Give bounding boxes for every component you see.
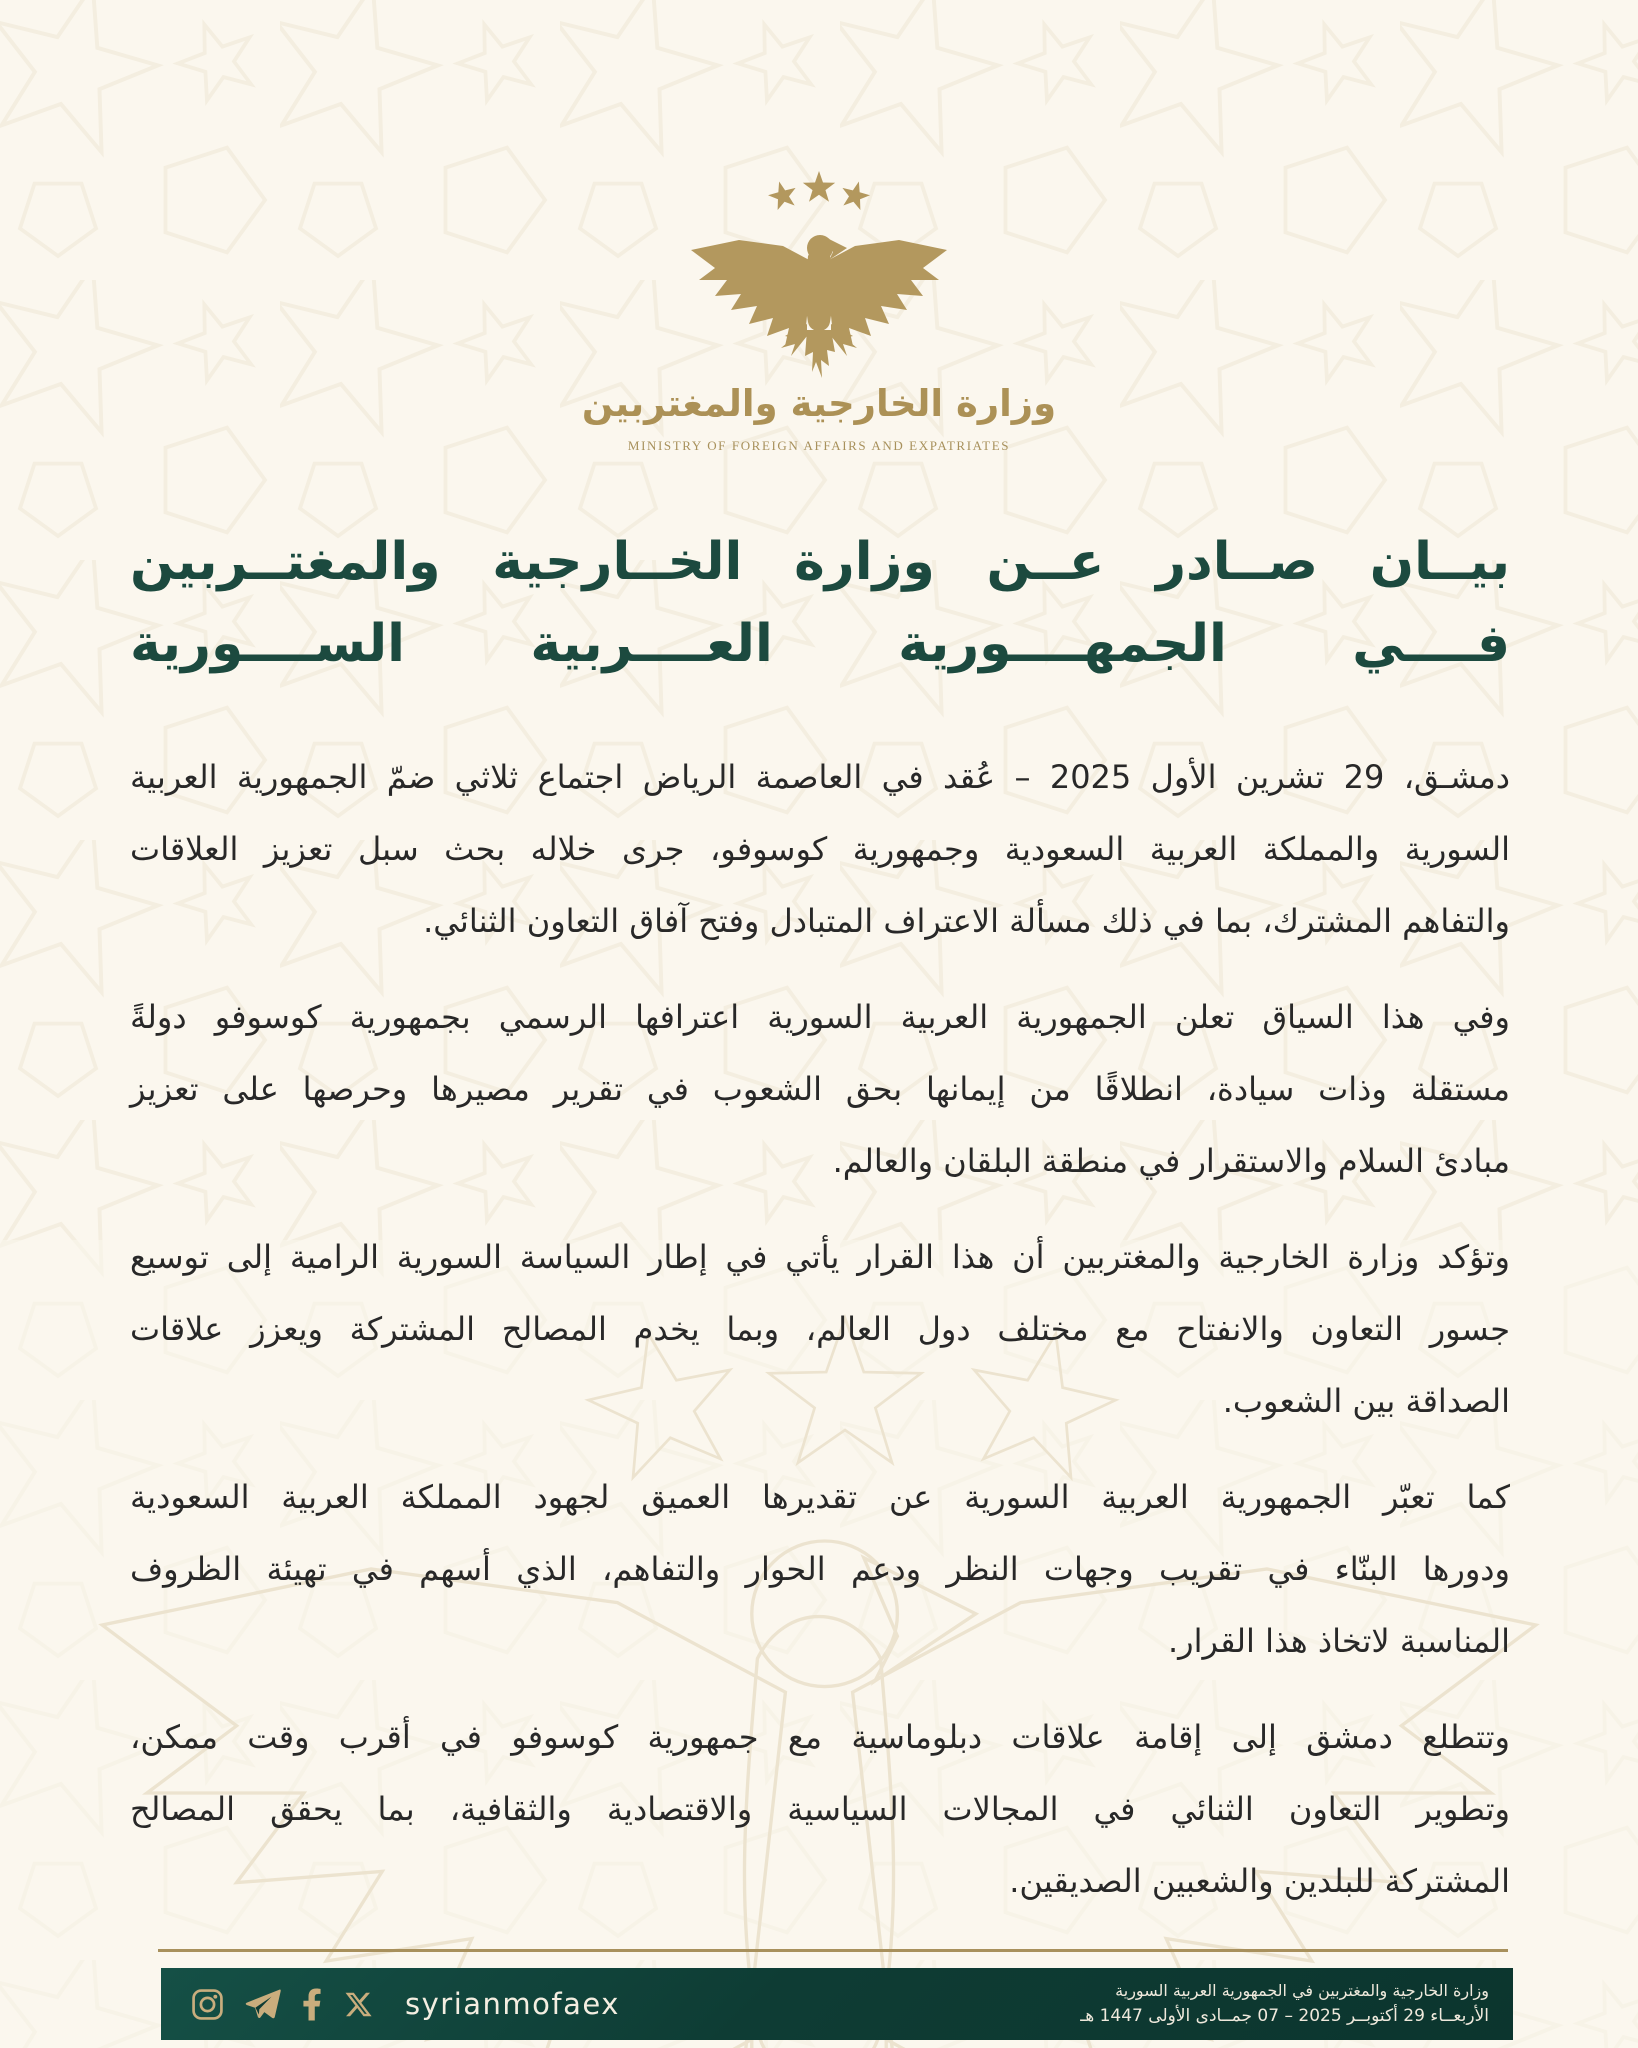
paragraph-line: الصداقة بين الشعوب. [1222, 1382, 1510, 1420]
statement-title [130, 521, 1510, 685]
paragraph-line: والتفاهم المشترك، بما في ذلك مسألة الاعتراف المتبادل وفتح آفاق التعاون الثنائي. [423, 902, 1510, 940]
telegram-icon[interactable] [245, 1989, 281, 2020]
title-line-2: فــــي الجمهــــورية العــــربية الســــورية [130, 614, 1510, 674]
footer-ministry-line: وزارة الخارجية والمغتربين في الجمهورية العربية السورية [1115, 1981, 1489, 2000]
golden-eagle-icon [691, 235, 947, 378]
social-handle: syrianmofaex [405, 1987, 620, 2021]
paragraph-line: وفي هذا السياق تعلن الجمهورية العربية السورية اعترافها الرسمي بجمهورية كوسوفو دولةً [130, 998, 1510, 1036]
facebook-icon[interactable] [302, 1988, 322, 2021]
paragraph-line: وتطوير التعاون الثنائي في المجالات السياسية والاقتصادية والثقافية، بما يحقق المصالح [130, 1790, 1510, 1828]
x-icon[interactable] [343, 1990, 374, 2019]
paragraph-line: المناسبة لاتخاذ هذا القرار. [1167, 1622, 1510, 1660]
footer-date-line: الأربعــاء 29 أكتوبــر 2025 – 07 جمــادى الأولى 1447 هـ [1080, 2006, 1489, 2026]
paragraph-3 [130, 1221, 1510, 1437]
paragraph-line: المشتركة للبلدين والشعبين الصديقين. [1009, 1862, 1510, 1900]
instagram-icon[interactable] [191, 1988, 224, 2021]
paragraph-4 [130, 1461, 1510, 1677]
ministry-calligraphy: وزارة الخارجية والمغتربين [581, 382, 1057, 425]
social-links [191, 1987, 620, 2021]
three-stars-icon [765, 171, 872, 211]
paragraph-line: دمشـق، 29 تشرين الأول 2025 – عُقد في العاصمة الرياض اجتماع ثلاثي ضمّ الجمهورية العربية [130, 758, 1511, 796]
paragraph-line: وتؤكد وزارة الخارجية والمغتربين أن هذا القرار يأتي في إطار السياسة السورية الرامية إلى توسيع [130, 1238, 1510, 1276]
paragraph-line: السورية والمملكة العربية السعودية وجمهورية كوسوفو، جرى خلاله بحث سبل تعزيز العلاقات [130, 830, 1510, 868]
footer-info [1080, 1978, 1489, 2030]
paragraph-line: مستقلة وذات سيادة، انطلاقًا من إيمانها بحق الشعوب في تقرير مصيرها وحرصها على تعزيز [130, 1070, 1510, 1108]
paragraph-line: ودورها البنّاء في تقريب وجهات النظر ودعم الحوار والتفاهم، الذي أسهم في تهيئة الظروف [130, 1550, 1510, 1588]
paragraph-line: وتتطلع دمشق إلى إقامة علاقات دبلوماسية مع جمهورية كوسوفو في أقرب وقت ممكن، [130, 1718, 1510, 1756]
paragraph-1 [130, 741, 1510, 957]
title-line-1: بيــان صــادر عــن وزارة الخــارجية والمغتــربين [130, 532, 1510, 592]
ministry-name-en: MINISTRY OF FOREIGN AFFAIRS AND EXPATRIATES [627, 438, 1011, 453]
statement-body [130, 741, 1510, 1941]
paragraph-line: جسور التعاون والانفتاح مع مختلف دول العالم، وبما يخدم المصالح المشتركة ويعزز علاقات [130, 1310, 1510, 1348]
paragraph-line: كما تعبّر الجمهورية العربية السورية عن تقديرها العميق لجهود المملكة العربية السعودية [130, 1478, 1510, 1516]
gold-divider-line [158, 1949, 1508, 1952]
paragraph-2 [130, 981, 1510, 1197]
footer-bar [161, 1968, 1513, 2040]
paragraph-line: مبادئ السلام والاستقرار في منطقة البلقان والعالم. [832, 1142, 1510, 1180]
paragraph-5 [130, 1701, 1510, 1917]
